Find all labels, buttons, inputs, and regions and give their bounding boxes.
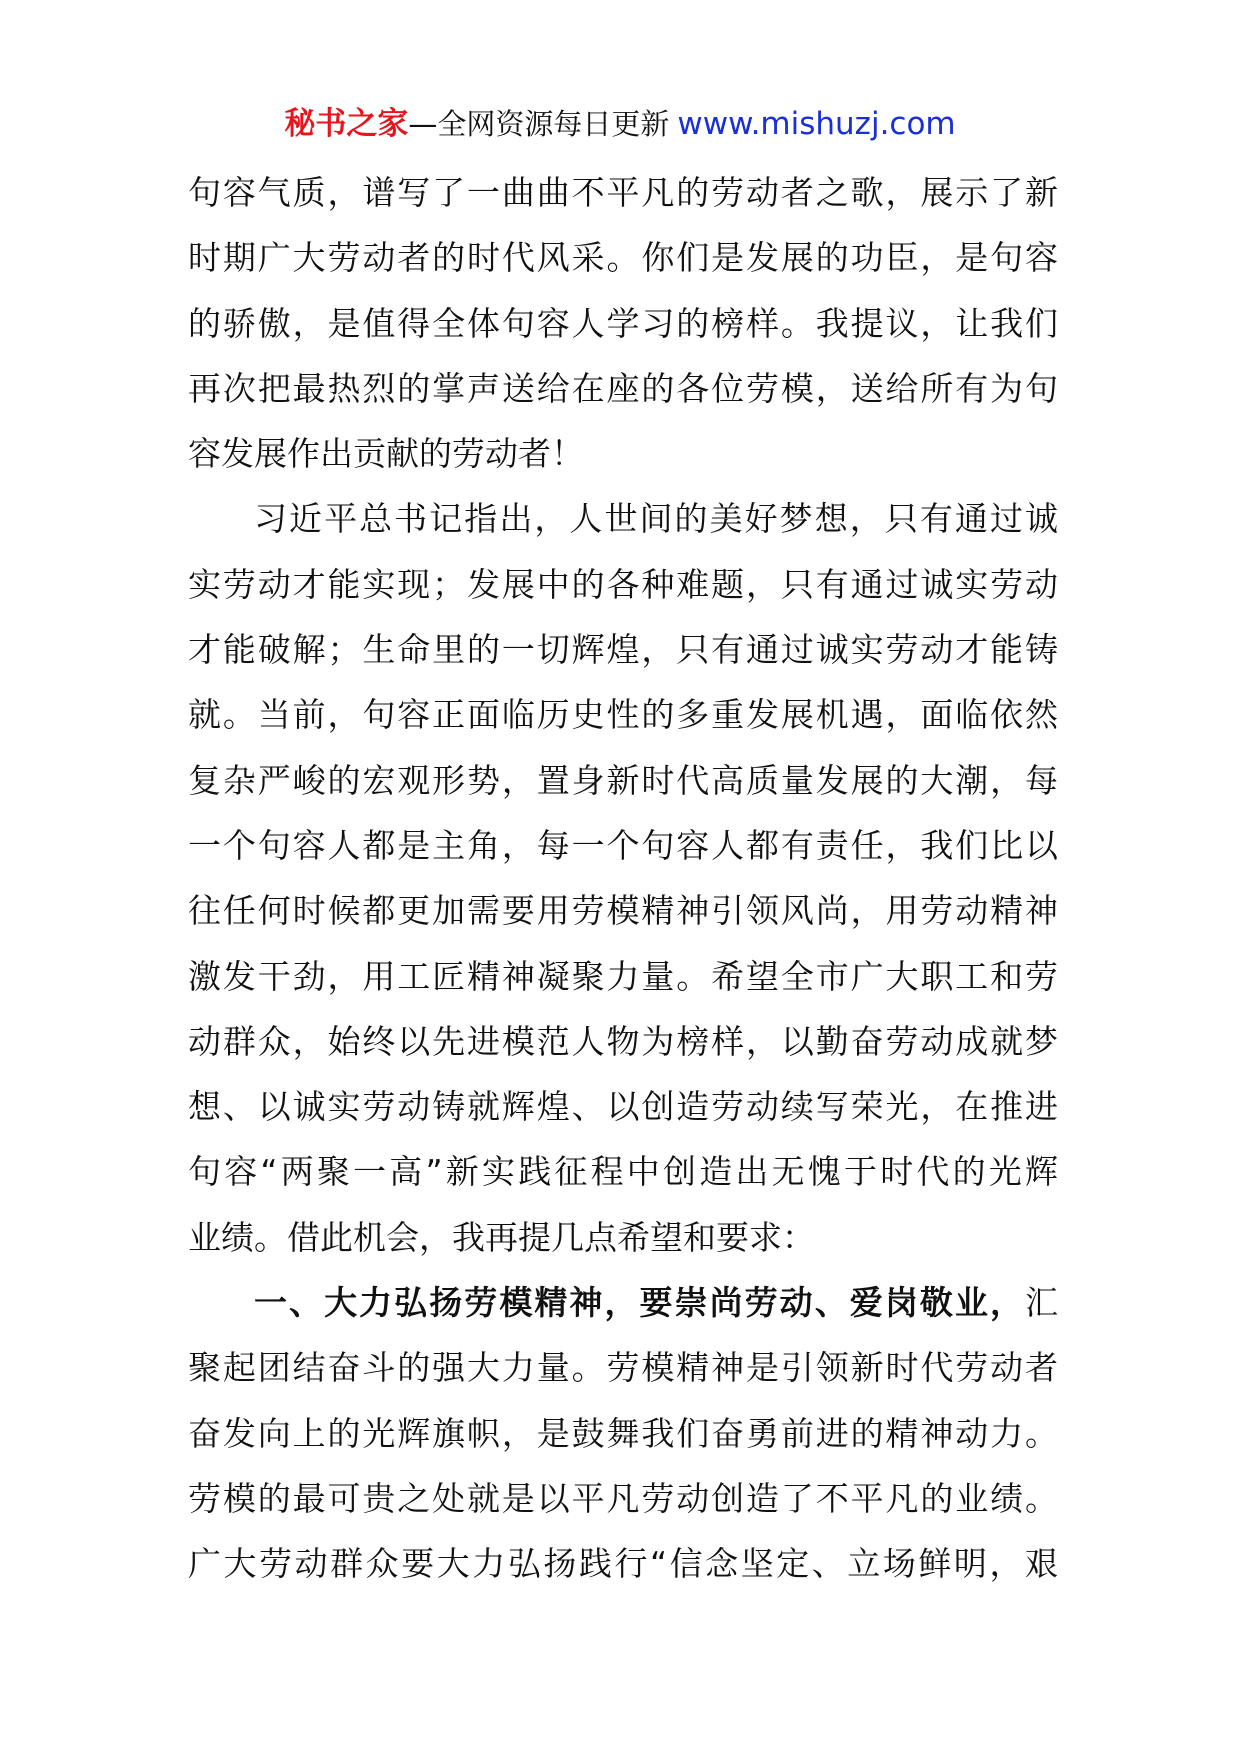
text-line: 才能破解；生命里的一切辉煌，只有通过诚实劳动才能铸 — [188, 630, 1058, 670]
paragraph-2 — [188, 486, 1058, 1270]
text-line: 往任何时候都更加需要用劳模精神引领风尚，用劳动精神 — [188, 891, 1058, 931]
text-line: 奋发向上的光辉旗帜，是鼓舞我们奋勇前进的精神动力。 — [188, 1413, 1058, 1453]
section-heading-line — [188, 1270, 1058, 1335]
paragraph-1 — [188, 160, 1058, 486]
text-line: 复杂严峻的宏观形势，置身新时代高质量发展的大潮，每 — [188, 760, 1058, 800]
header-brand: 秘书之家 — [284, 106, 409, 142]
page-header — [0, 102, 1240, 147]
text-line: 实劳动才能实现；发展中的各种难题，只有通过诚实劳动 — [188, 564, 1058, 604]
text-line: 时期广大劳动者的时代风采。你们是发展的功臣，是句容 — [188, 238, 1058, 278]
text-line: 一个句容人都是主角，每一个句容人都有责任，我们比以 — [188, 825, 1058, 865]
text-line: 的骄傲，是值得全体句容人学习的榜样。我提议，让我们 — [188, 303, 1058, 343]
text-line: 聚起团结奋斗的强大力量。劳模精神是引领新时代劳动者 — [188, 1348, 1058, 1388]
text-line: 就。当前，句容正面临历史性的多重发展机遇，面临依然 — [188, 695, 1058, 735]
text-line: 再次把最热烈的掌声送给在座的各位劳模，送给所有为句 — [188, 368, 1058, 408]
text-line: 想、以诚实劳动铸就辉煌、以创造劳动续写荣光，在推进 — [188, 1087, 1058, 1127]
text-line: 劳模的最可贵之处就是以平凡劳动创造了不平凡的业绩。 — [188, 1478, 1058, 1518]
heading-continuation: 汇 — [1025, 1283, 1058, 1323]
text-line: 习近平总书记指出，人世间的美好梦想，只有通过诚 — [254, 499, 1058, 539]
text-line: 激发干劲，用工匠精神凝聚力量。希望全市广大职工和劳 — [188, 956, 1058, 996]
text-line: 广大劳动群众要大力弘扬践行“信念坚定、立场鲜明，艰 — [188, 1544, 1058, 1584]
document-body — [188, 160, 1058, 1597]
text-line: 业绩。借此机会，我再提几点希望和要求： — [188, 1217, 815, 1257]
text-line: 句容“两聚一高”新实践征程中创造出无愧于时代的光辉 — [188, 1152, 1058, 1192]
text-line: 动群众，始终以先进模范人物为榜样，以勤奋劳动成就梦 — [188, 1021, 1058, 1061]
paragraph-3 — [188, 1270, 1058, 1596]
header-tagline: —全网资源每日更新 — [408, 107, 670, 141]
section-heading: 一、大力弘扬劳模精神，要崇尚劳动、爱岗敬业， — [254, 1283, 1025, 1323]
text-line: 容发展作出贡献的劳动者！ — [188, 434, 584, 474]
text-line: 句容气质，谱写了一曲曲不平凡的劳动者之歌，展示了新 — [188, 173, 1058, 212]
header-url-link[interactable]: www.mishuzj.com — [677, 106, 956, 142]
